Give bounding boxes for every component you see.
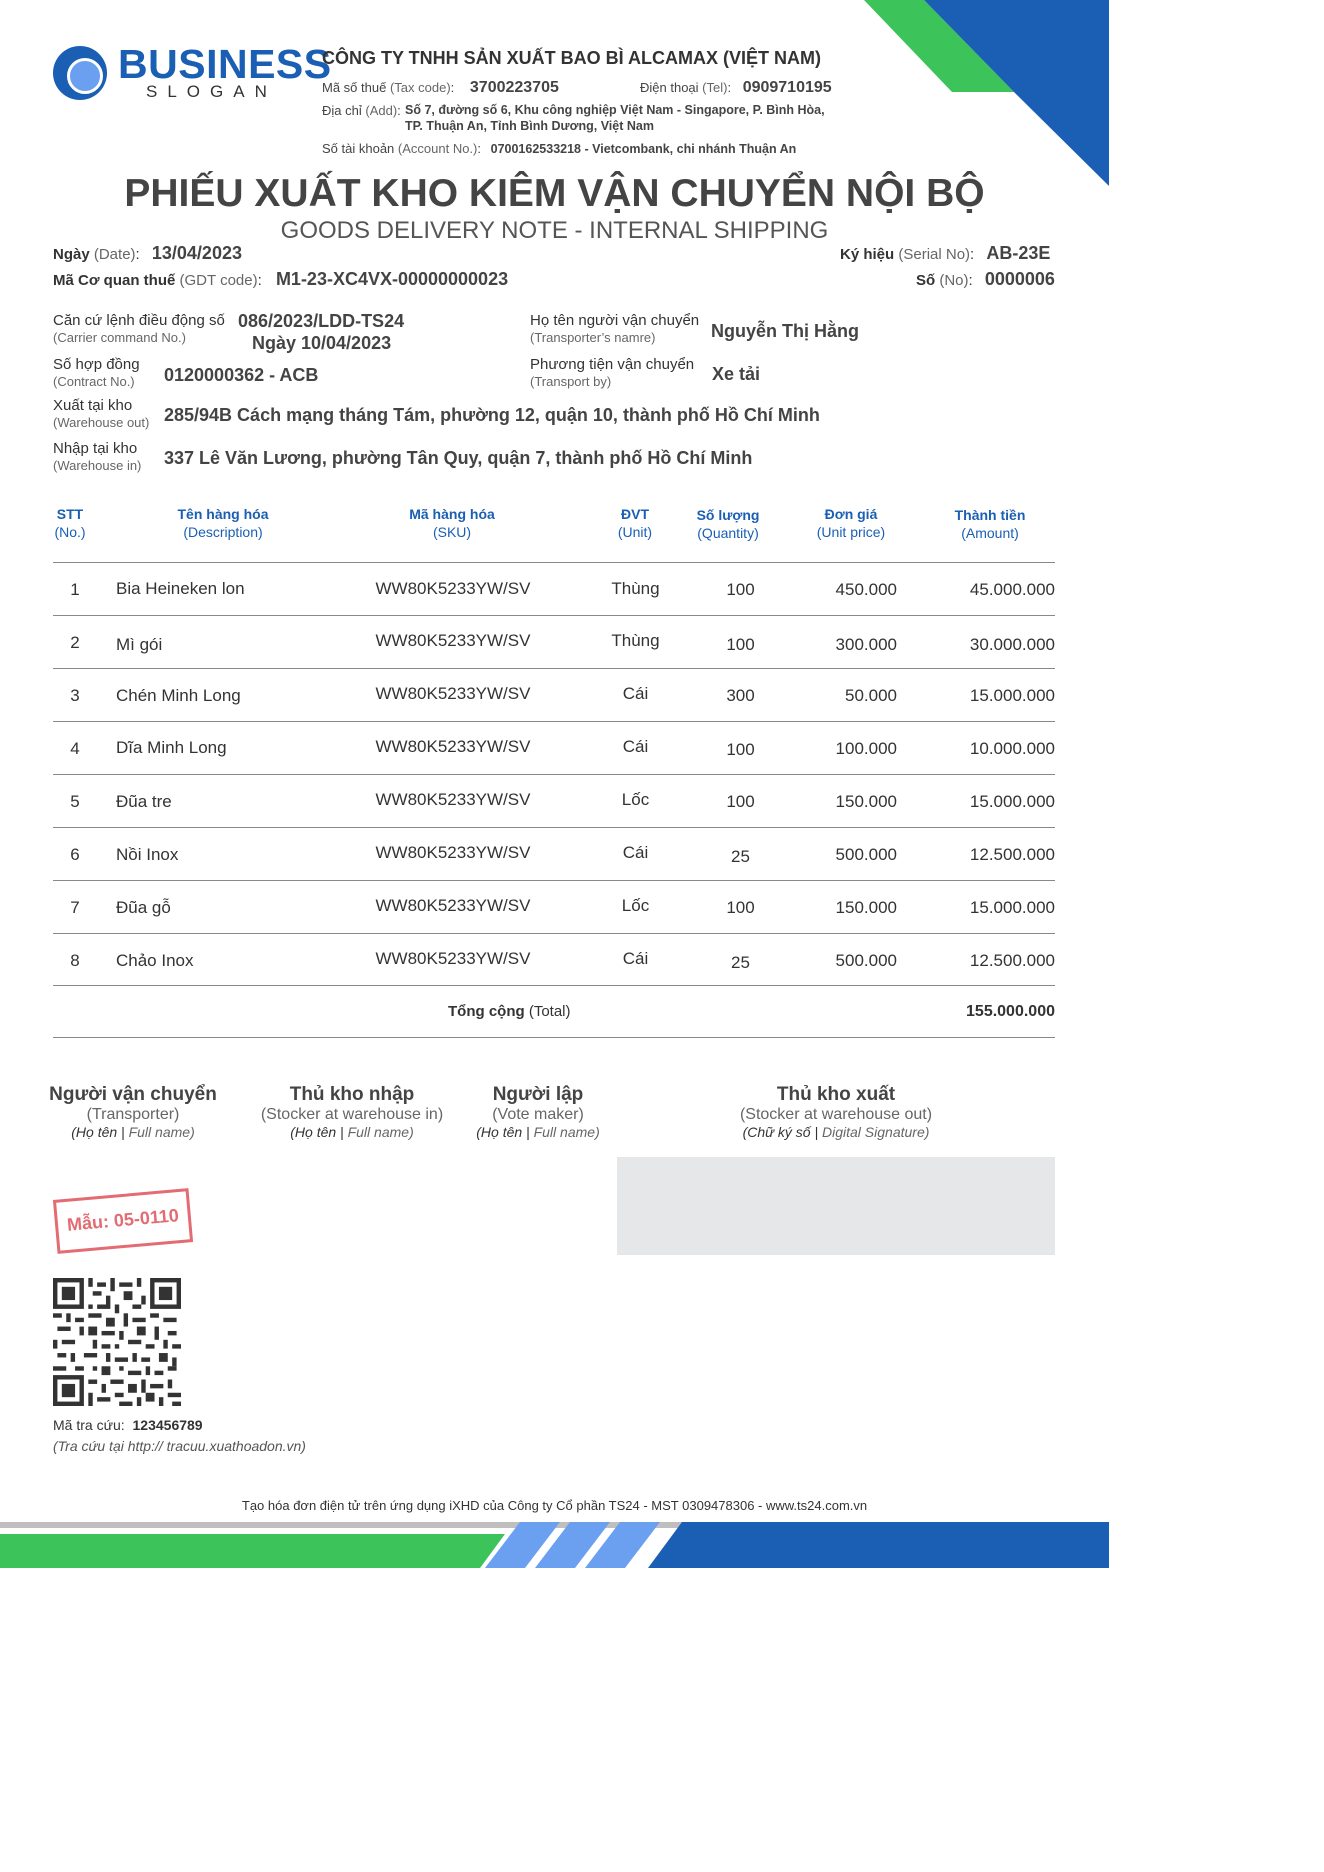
row-qty: 300 [726, 686, 755, 705]
signature-vote-maker [463, 1084, 613, 1140]
row-qty: 100 [726, 792, 755, 811]
qr-code-icon [53, 1278, 181, 1406]
col-header-sku-en: (SKU) [432, 524, 472, 540]
address-line-2: TP. Thuận An, Tỉnh Bình Dương, Việt Nam [405, 119, 654, 133]
transport-sub: (Transport by) [530, 374, 612, 389]
row-amount: 12.500.000 [969, 951, 1055, 970]
footer-text: Tạo hóa đơn điện tử trên ứng dụng iXHD của Công ty Cổ phần TS24 - MST 0309478306 - www.ts24.com.vn [241, 1498, 868, 1513]
signature-stocker-out [716, 1084, 956, 1140]
row-sku: WW80K5233YW/SV [375, 896, 531, 915]
command-field [53, 312, 225, 346]
command-value: 086/2023/LDD-TS24 [238, 311, 405, 331]
row-qty: 25 [731, 953, 750, 972]
warehouse-in-sub: (Warehouse in) [53, 458, 142, 473]
row-qty: 100 [726, 635, 755, 654]
contract-label: Số hợp đồng [53, 356, 140, 373]
signature-note-vi: (Chữ ký số [742, 1124, 811, 1140]
transporter-value: Nguyễn Thị Hằng [711, 321, 859, 341]
gdt-label: Mã Cơ quan thuế [53, 272, 176, 289]
gdt-code: M1-23-XC4VX-00000000023 [275, 269, 509, 289]
row-sku: WW80K5233YW/SV [375, 631, 531, 650]
address-label: Địa chỉ [322, 103, 362, 118]
row-sku: WW80K5233YW/SV [375, 737, 531, 756]
row-price: 100.000 [835, 739, 897, 758]
signature-sub: (Stocker at warehouse in) [260, 1106, 444, 1123]
tax-label: Mã số thuế [322, 80, 387, 95]
table-row [53, 933, 1055, 986]
number-label: Số [916, 272, 936, 289]
command-date: Ngày 10/04/2023 [252, 333, 392, 353]
serial-value: AB-23E [986, 243, 1051, 263]
signature-note: (Chữ ký số | Digital Signature) [742, 1124, 930, 1140]
row-desc: Nồi Inox [116, 845, 179, 864]
col-header-unit [595, 505, 675, 541]
logo-inner-dot [67, 58, 103, 94]
col-header-sku-vi: Mã hàng hóa [409, 506, 495, 522]
row-price: 500.000 [835, 951, 897, 970]
command-sub: (Carrier command No.) [53, 330, 186, 345]
signature-title: Người lập [492, 1084, 584, 1105]
warehouse-out-sub: (Warehouse out) [53, 415, 150, 430]
row-price: 150.000 [835, 792, 897, 811]
corner-decoration [864, 0, 1109, 186]
warehouse-out-field [53, 397, 149, 431]
table-row [53, 827, 1055, 880]
signature-note-vi: (Họ tên [290, 1124, 337, 1140]
row-amount: 12.500.000 [969, 845, 1055, 864]
transporter-field [530, 312, 699, 346]
warehouse-out-label: Xuất tại kho [53, 397, 133, 414]
tax-label-en: (Tax code) [389, 80, 451, 95]
col-header-desc-vi: Tên hàng hóa [177, 506, 269, 522]
row-qty: 100 [726, 740, 755, 759]
signature-note: (Họ tên | Full name) [476, 1124, 600, 1140]
row-unit: Thùng [611, 579, 660, 598]
address-line-1: Số 7, đường số 6, Khu công nghiệp Việt Nam - Singapore, P. Bình Hòa, [405, 103, 825, 117]
tax-code-line: Mã số thuế (Tax code): 3700223705 [322, 79, 559, 96]
number-label-en: (No) [939, 272, 969, 289]
logo-slogan: SLOGAN [146, 82, 277, 101]
account-line: Số tài khoản (Account No.): 0700162533218 - Vietcombank, chi nhánh Thuận An [322, 141, 797, 156]
signature-note-en: Digital Signature) [822, 1124, 930, 1140]
col-header-unit-en: (Unit) [617, 524, 653, 540]
signature-title: Thủ kho xuất [776, 1084, 896, 1105]
serial-label-en: (Serial No) [898, 246, 971, 263]
col-header-desc [148, 505, 298, 541]
row-no: 3 [70, 686, 80, 705]
number-line: Số (No): 0000006 [916, 269, 1055, 289]
transport-value: Xe tải [712, 364, 761, 384]
total-row [53, 985, 1055, 1038]
row-no: 2 [70, 633, 80, 652]
total-label: Tổng cộng [448, 1003, 525, 1020]
lookup-code: 123456789 [132, 1417, 203, 1433]
table-row [53, 615, 1055, 668]
row-price: 450.000 [835, 580, 897, 599]
date-label-en: (Date) [93, 246, 136, 263]
signature-stocker-in [247, 1084, 457, 1140]
row-desc: Mì gói [116, 635, 163, 654]
row-amount: 30.000.000 [969, 635, 1055, 654]
transport-field [530, 356, 694, 390]
row-no: 4 [70, 739, 80, 758]
row-price: 300.000 [835, 635, 897, 654]
table-row [53, 721, 1055, 774]
warehouse-in-label: Nhập tại kho [53, 440, 138, 457]
phone-number: 0909710195 [742, 79, 832, 96]
warehouse-in-field [53, 440, 141, 474]
row-unit: Cái [622, 684, 649, 703]
company-name: CÔNG TY TNHH SẢN XUẤT BAO BÌ ALCAMAX (VIỆT NAM) [322, 48, 821, 68]
tax-code: 3700223705 [469, 79, 559, 96]
row-unit: Lốc [621, 896, 650, 915]
signature-note-vi: (Họ tên [476, 1124, 523, 1140]
row-qty: 100 [726, 580, 755, 599]
signature-note-en: Full name) [533, 1124, 600, 1140]
row-no: 6 [70, 845, 80, 864]
row-amount: 15.000.000 [969, 898, 1055, 917]
command-label: Căn cứ lệnh điều động số [53, 312, 225, 329]
signature-sub: (Stocker at warehouse out) [739, 1106, 933, 1123]
contract-field [53, 356, 140, 390]
row-no: 5 [70, 792, 80, 811]
account-label: Số tài khoản [322, 141, 395, 156]
serial-line: Ký hiệu (Serial No): AB-23E [840, 243, 1051, 263]
date-value: 13/04/2023 [151, 243, 242, 263]
row-price: 50.000 [845, 686, 897, 705]
col-header-sku [377, 505, 527, 541]
col-header-unit-vi: ĐVT [621, 506, 649, 522]
signature-note-vi: (Họ tên [71, 1124, 118, 1140]
row-unit: Cái [622, 843, 649, 862]
contract-value: 0120000362 - ACB [164, 365, 319, 385]
footer-band-decoration [0, 1522, 1109, 1568]
form-stamp: Mẫu: 05-0110 [53, 1188, 193, 1254]
total-label-en: (Total) [528, 1003, 571, 1020]
row-sku: WW80K5233YW/SV [375, 579, 531, 598]
lookup-line [53, 1417, 203, 1433]
col-header-qty-en: (Quantity) [697, 525, 759, 541]
document-subtitle: GOODS DELIVERY NOTE - INTERNAL SHIPPING [280, 217, 829, 244]
account-label-en: (Account No.) [397, 141, 478, 156]
row-qty: 100 [726, 898, 755, 917]
lookup-label: Mã tra cứu: [53, 1417, 125, 1433]
row-qty: 25 [731, 847, 750, 866]
col-header-price-vi: Đơn giá [824, 506, 878, 522]
number-value: 0000006 [984, 269, 1055, 289]
signature-note: (Họ tên | Full name) [71, 1124, 195, 1140]
row-sku: WW80K5233YW/SV [375, 949, 531, 968]
date-label: Ngày [53, 246, 90, 263]
signature-sub: (Vote maker) [492, 1106, 584, 1123]
row-desc: Dĩa Minh Long [116, 738, 227, 757]
signature-title: Thủ kho nhập [289, 1084, 415, 1105]
row-desc: Đũa tre [116, 792, 172, 811]
address-line: Địa chỉ (Add): [322, 103, 401, 118]
col-header-no-en: (No.) [54, 524, 86, 540]
contract-sub: (Contract No.) [53, 374, 135, 389]
col-header-no-vi: STT [56, 506, 84, 522]
digital-signature-box[interactable] [617, 1157, 1055, 1255]
transport-label: Phương tiện vận chuyển [530, 356, 695, 373]
signature-note-en: Full name) [347, 1124, 414, 1140]
col-header-amount-en: (Amount) [961, 525, 1019, 541]
row-no: 7 [70, 898, 80, 917]
transporter-sub: (Transporter’s namre) [530, 330, 656, 345]
row-price: 500.000 [835, 845, 897, 864]
row-price: 150.000 [835, 898, 897, 917]
row-amount: 45.000.000 [969, 580, 1055, 599]
gdt-label-en: (GDT code) [179, 272, 258, 289]
row-desc: Đũa gỗ [116, 898, 171, 917]
row-sku: WW80K5233YW/SV [375, 843, 531, 862]
signature-title: Người vận chuyển [49, 1084, 217, 1105]
row-sku: WW80K5233YW/SV [375, 684, 531, 703]
document-title: PHIẾU XUẤT KHO KIÊM VẬN CHUYỂN NỘI BỘ [124, 172, 985, 215]
lookup-note[interactable]: (Tra cứu tại http:// tracuu.xuathoadon.vn) [53, 1438, 306, 1454]
row-amount: 10.000.000 [969, 739, 1055, 758]
table-row [53, 880, 1055, 933]
row-no: 8 [70, 951, 80, 970]
table-row [53, 668, 1055, 721]
row-desc: Chảo Inox [116, 951, 194, 970]
col-header-amount-vi: Thành tiền [954, 507, 1026, 523]
table-row [53, 774, 1055, 827]
row-amount: 15.000.000 [969, 686, 1055, 705]
row-sku: WW80K5233YW/SV [375, 790, 531, 809]
phone-line: Điện thoại (Tel): 0909710195 [640, 79, 832, 96]
serial-label: Ký hiệu [840, 246, 895, 263]
row-unit: Cái [622, 737, 649, 756]
row-unit: Lốc [621, 790, 650, 809]
account-number: 0700162533218 - Vietcombank, chi nhánh Thuận An [490, 142, 797, 156]
phone-label: Điện thoại [640, 80, 699, 95]
row-amount: 15.000.000 [969, 792, 1055, 811]
col-header-price-en: (Unit price) [816, 524, 886, 540]
table-row [53, 562, 1055, 615]
row-no: 1 [70, 580, 80, 599]
col-header-price [801, 505, 901, 541]
address-label-en: (Add) [365, 103, 398, 118]
col-header-qty-vi: Số lượng [696, 507, 760, 523]
date-line: Ngày (Date): 13/04/2023 [53, 243, 242, 263]
col-header-no [40, 505, 100, 541]
logo-wordmark: BUSINESS [118, 41, 332, 87]
total-value: 155.000.000 [966, 1003, 1055, 1020]
transporter-label: Họ tên người vận chuyển [530, 312, 700, 329]
warehouse-out-value: 285/94B Cách mạng tháng Tám, phường 12, quận 10, thành phố Hồ Chí Minh [164, 405, 820, 425]
col-header-amount [935, 506, 1045, 542]
row-unit: Cái [622, 949, 649, 968]
row-desc: Bia Heineken lon [116, 579, 245, 598]
phone-label-en: (Tel) [702, 80, 728, 95]
total-label-group [448, 1003, 571, 1020]
signature-note: (Họ tên | Full name) [290, 1124, 414, 1140]
row-desc: Chén Minh Long [116, 686, 241, 705]
gdt-line: Mã Cơ quan thuế (GDT code): M1-23-XC4VX-00000000023 [53, 269, 509, 289]
col-header-qty [682, 506, 774, 542]
warehouse-in-value: 337 Lê Văn Lương, phường Tân Quy, quận 7, thành phố Hồ Chí Minh [164, 448, 753, 468]
signature-transporter [33, 1084, 233, 1140]
col-header-desc-en: (Description) [183, 524, 263, 540]
row-unit: Thùng [611, 631, 660, 650]
signature-sub: (Transporter) [86, 1106, 180, 1123]
signature-note-en: Full name) [128, 1124, 195, 1140]
